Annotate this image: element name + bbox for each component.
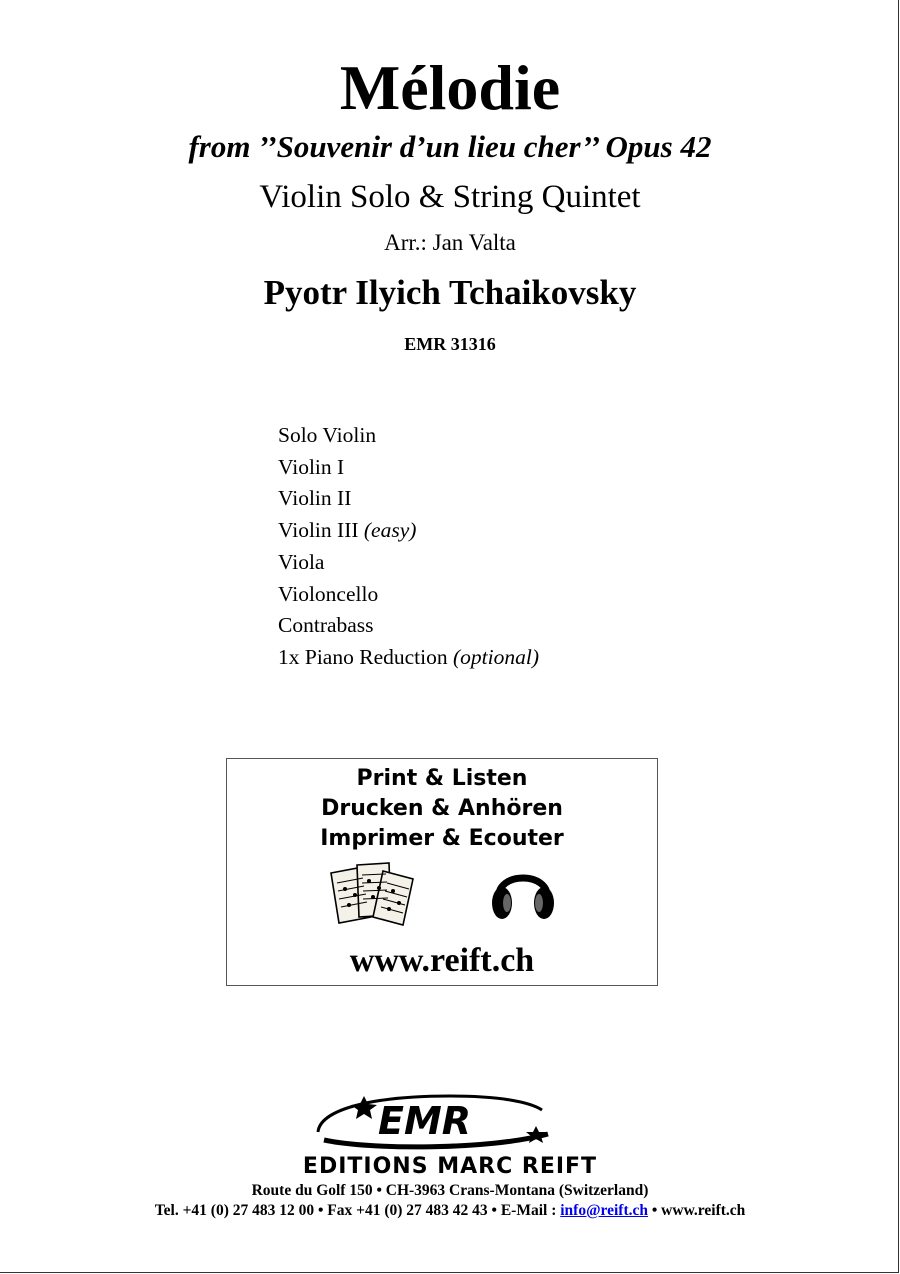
print-listen-box: [226, 758, 658, 986]
part-item: Violin II: [278, 486, 352, 511]
part-item: 1x Piano Reduction (optional): [278, 644, 539, 669]
arranger: Arr.: Jan Valta: [384, 230, 516, 255]
logo-text: EMR: [378, 1099, 472, 1143]
promo-line: Imprimer & Ecouter: [320, 826, 564, 851]
publisher-address: Route du Golf 150 • CH-3963 Crans-Montana (Switzerland): [251, 1182, 649, 1199]
sheet-music-icon: [327, 861, 421, 927]
publisher-name: EDITIONS MARC REIFT: [302, 1154, 598, 1179]
email-link[interactable]: info@reift.ch: [560, 1202, 648, 1219]
page-title: Mélodie: [339, 52, 561, 123]
headphones-icon: [489, 859, 557, 923]
part-item: Violoncello: [278, 581, 379, 606]
website-link[interactable]: www.reift.ch: [349, 942, 535, 979]
part-item: Viola: [278, 549, 325, 574]
part-note: (optional): [452, 644, 539, 669]
parts-list: [278, 420, 539, 674]
promo-line: Drucken & Anhören: [321, 796, 563, 821]
part-item: Solo Violin: [278, 423, 377, 447]
catalog-number: EMR 31316: [404, 334, 496, 354]
part-item: Contrabass: [278, 613, 374, 638]
publisher-contact: [0, 1201, 900, 1221]
web-address[interactable]: • www.reift.ch: [651, 1202, 746, 1219]
part-item: Violin III (easy): [278, 518, 417, 543]
part-note: (easy): [363, 518, 417, 543]
phone-fax: Tel. +41 (0) 27 483 12 00 • Fax +41 (0) 27 483 42 43 • E-Mail :: [154, 1202, 557, 1219]
emr-logo: [310, 1090, 560, 1152]
instrumentation: Violin Solo & String Quintet: [259, 179, 641, 215]
part-item: Violin I: [278, 454, 345, 479]
promo-line: Print & Listen: [356, 766, 528, 791]
composer: Pyotr Ilyich Tchaikovsky: [263, 273, 637, 312]
subtitle: from ’’Souvenir d’un lieu cher’’ Opus 42: [188, 129, 712, 164]
